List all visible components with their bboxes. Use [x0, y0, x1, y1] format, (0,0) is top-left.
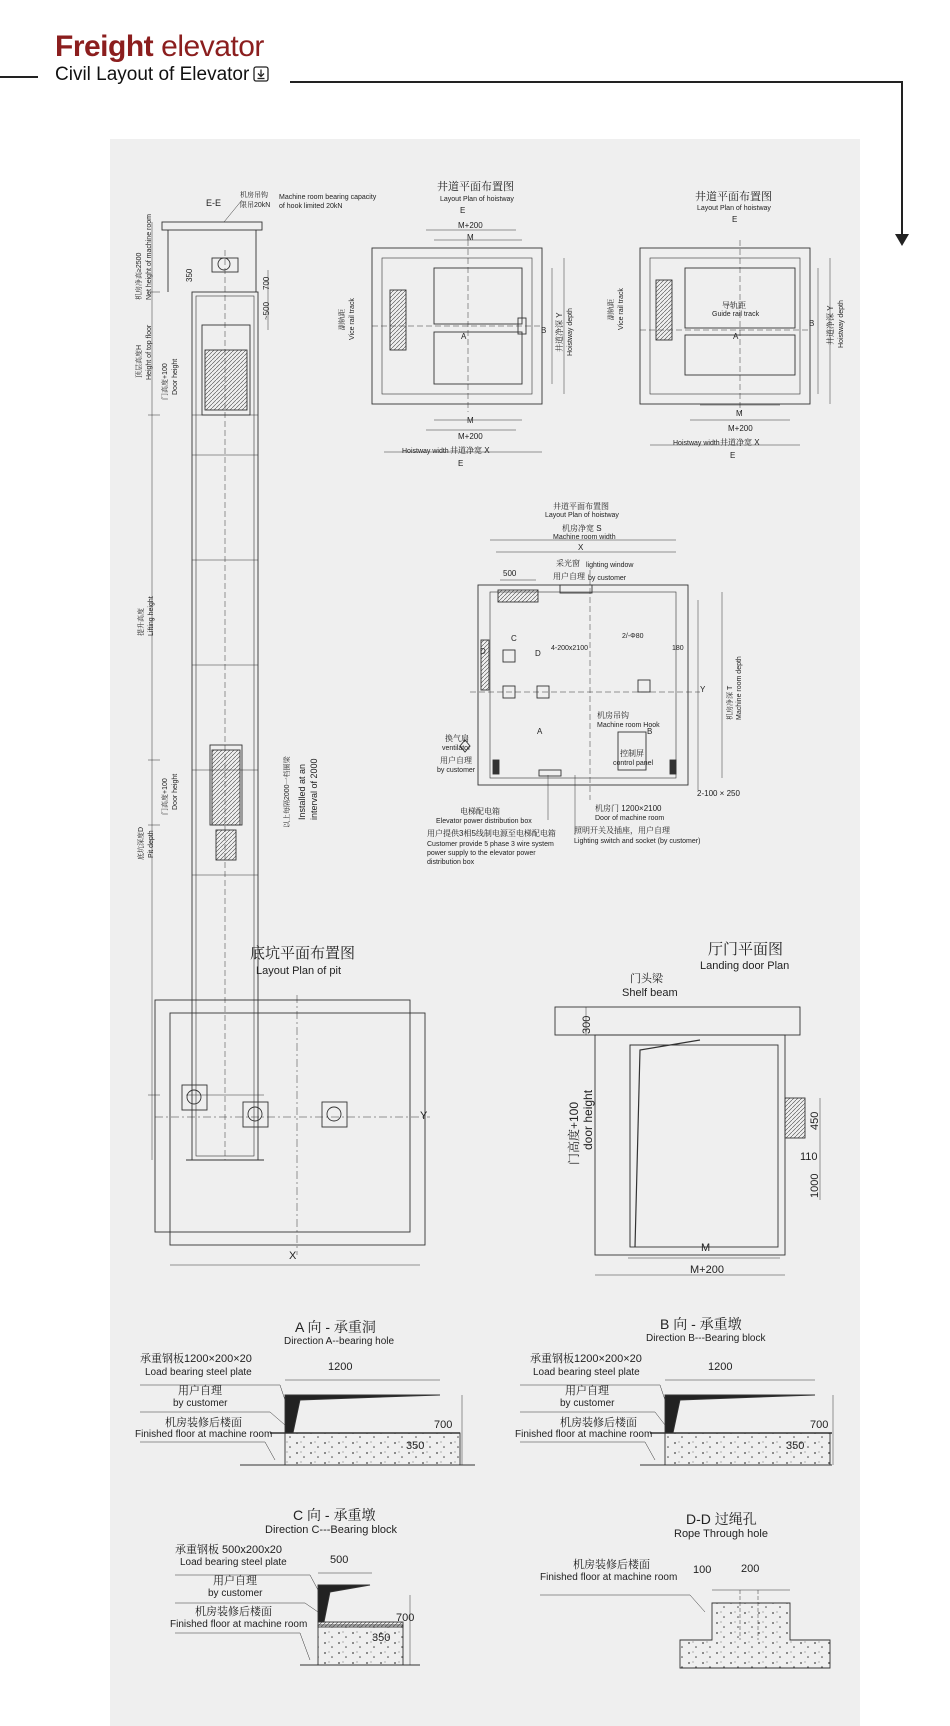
mr-width-en: Machine room width	[553, 534, 616, 541]
hl-b: B	[541, 326, 547, 335]
ld-d110: 110	[800, 1151, 818, 1163]
db-title-cn: B 向 - 承重墩	[660, 1316, 742, 1332]
dc-title-cn: C 向 - 承重墩	[293, 1507, 376, 1523]
ld-d1000: 1000	[809, 1173, 821, 1198]
da-title-en: Direction A--bearing hole	[284, 1336, 395, 1347]
pit-y: Y	[420, 1110, 428, 1122]
hr-m: M	[736, 409, 743, 418]
ee-net-height-cn: 机房净高≥2500	[136, 252, 143, 300]
hr-vice-en: Vice rail track	[618, 288, 625, 330]
db-title-en: Direction B---Bearing block	[646, 1333, 766, 1344]
ee-interval-cn: 以上每隔2000一档圈梁	[284, 756, 291, 828]
ld-m200: M+200	[690, 1264, 724, 1276]
hl-m200-top: M+200	[458, 221, 483, 230]
dc-plate-en: Load bearing steel plate	[180, 1557, 287, 1568]
da-by-en: by customer	[173, 1398, 228, 1409]
hr-guide-en: Guide rail track	[712, 311, 760, 318]
ee-door-height-cn: 门高度+100	[162, 363, 169, 400]
ld-beam-cn: 门头梁	[630, 973, 663, 985]
page-subtitle: Civil Layout of Elevator	[55, 64, 250, 85]
db-floor-en: Finished floor at machine room	[515, 1429, 653, 1440]
mr-panel-cn: 控制屏	[620, 749, 644, 758]
mr-c: C	[511, 634, 517, 643]
hl-depth-cn: 井道净深 Y	[555, 312, 564, 352]
ld-d450: 450	[809, 1111, 821, 1130]
pit-x: X	[289, 1250, 297, 1262]
dc-d350: 350	[372, 1632, 391, 1644]
ee-door-height-en-2: Door height	[172, 773, 179, 810]
mr-d-right: D	[535, 649, 541, 658]
mr-window-cn: 采光窗	[556, 559, 580, 568]
db-d700: 700	[810, 1419, 829, 1431]
mr-vent-by-en: by customer	[437, 767, 476, 774]
db-d1200: 1200	[708, 1361, 733, 1373]
da-title-cn: A 向 - 承重洞	[295, 1319, 376, 1335]
hl-e-top: E	[460, 206, 466, 215]
hl-vice-en: Vice rail track	[349, 298, 356, 340]
hr-title-en: Layout Plan of hoistway	[697, 205, 771, 212]
hl-width-en: Hoistway width	[402, 448, 449, 455]
ee-pit-en: Pit depth	[148, 830, 155, 858]
hr-depth-cn: 井道净深 Y	[826, 305, 835, 345]
hl-e-bottom: E	[458, 459, 464, 468]
hl-m200-bottom: M+200	[458, 432, 483, 441]
dc-by-cn: 用户自理	[213, 1575, 257, 1587]
hr-a: A	[733, 332, 739, 341]
hr-width-cn: 井道净宽 X	[720, 438, 760, 447]
dc-d500: 500	[330, 1554, 349, 1566]
hl-width-cn: 井道净宽 X	[450, 446, 490, 455]
ee-pit-cn: 底坑深度D	[138, 826, 145, 860]
title-rest: elevator	[161, 30, 264, 63]
mr-x: X	[578, 543, 584, 552]
ee-top-floor-en: Height of top floor	[146, 324, 153, 380]
detail-d	[540, 1590, 830, 1668]
mr-b: B	[647, 727, 653, 736]
mr-light-cn: 照明开关及插座，用户自理	[574, 826, 670, 835]
hl-depth-en: Hoistway depth	[567, 308, 574, 356]
dc-plate-cn: 承重钢板 500x200x20	[175, 1544, 282, 1556]
mr-window-by-cn: 用户自理	[553, 572, 585, 581]
hl-a: A	[461, 332, 467, 341]
hl-title-en: Layout Plan of hoistway	[440, 196, 514, 203]
mr-depth-cn: 机房净深 T	[727, 685, 734, 720]
ee-label: E-E	[206, 198, 222, 208]
hr-e-bottom: E	[730, 451, 736, 460]
ee-interval-en1: Installed at an	[297, 763, 307, 820]
dd-floor-en: Finished floor at machine room	[540, 1572, 678, 1583]
mr-hole-spec: 4-200x2100	[551, 645, 588, 652]
ld-beam-en: Shelf beam	[622, 987, 678, 999]
ld-title-cn: 厅门平面图	[708, 941, 784, 958]
db-plate-en: Load bearing steel plate	[533, 1367, 640, 1378]
ee-dim-700: 700	[262, 276, 271, 290]
mr-supply-en1: Customer provide 5 phase 3 wire system	[427, 841, 554, 848]
ee-door-height-cn-2: 门高度+100	[162, 778, 169, 815]
hr-width-en: Hoistway width	[673, 440, 720, 447]
mr-title-en: Layout Plan of hoistway	[545, 512, 619, 519]
mr-d180: 180	[672, 645, 684, 652]
ee-hook-en: Machine room bearing capacity	[279, 194, 377, 201]
mr-width-cn: 机房净宽 S	[562, 524, 602, 533]
hl-vice-cn: 副轨距	[339, 309, 346, 330]
title-bold: Freight	[55, 30, 154, 63]
dc-floor-en: Finished floor at machine room	[170, 1619, 308, 1630]
hr-e-top: E	[732, 215, 738, 224]
mr-supply-en2: power supply to the elevator power	[427, 850, 536, 857]
dd-floor-cn: 机房装修后楼面	[573, 1559, 650, 1571]
mr-window-en: lighting window	[586, 562, 634, 569]
db-floor-cn: 机房装修后楼面	[560, 1417, 637, 1429]
da-by-cn: 用户自理	[178, 1385, 222, 1397]
db-d350: 350	[786, 1440, 805, 1452]
da-plate-en: Load bearing steel plate	[145, 1367, 252, 1378]
mr-window-by-en: by customer	[588, 575, 627, 582]
mr-door-cn: 机房门 1200×2100	[595, 804, 662, 813]
mr-vent-by-cn: 用户自理	[440, 756, 472, 765]
da-plate-cn: 承重钢板1200×200×20	[140, 1353, 252, 1365]
mr-vent-cn: 换气扇	[445, 734, 469, 743]
mr-power-en: Elevator power distribution box	[436, 818, 532, 825]
ee-lifting-cn: 提升高度	[138, 608, 145, 636]
ee-interval-en2: interval of 2000	[309, 758, 319, 820]
machine-room-plan	[460, 540, 722, 835]
ee-top-floor-cn: 顶层高度H	[136, 344, 143, 378]
mr-depth-en: Machine room depth	[736, 656, 743, 720]
pit-title-en: Layout Plan of pit	[256, 965, 342, 977]
ld-door-en: door height	[581, 1089, 595, 1150]
mr-vent-en: ventilator	[442, 745, 471, 752]
db-plate-cn: 承重钢板1200×200×20	[530, 1353, 642, 1365]
mr-light-en: Lighting switch and socket (by customer)	[574, 838, 701, 845]
ee-dim-500: ~500	[262, 301, 271, 320]
hr-vice-cn: 副轨距	[608, 299, 615, 320]
mr-corner: 2-100 × 250	[697, 789, 740, 798]
hr-m200: M+200	[728, 424, 753, 433]
ee-hook-cn: 机房吊钩	[240, 192, 268, 199]
ee-lifting-en: Lifting height	[148, 596, 155, 636]
dc-by-en: by customer	[208, 1588, 263, 1599]
hl-title-cn: 井道平面布置图	[437, 181, 514, 193]
hr-b: B	[809, 319, 815, 328]
mr-d-left: D	[480, 647, 486, 656]
dd-d100: 100	[693, 1564, 712, 1576]
ld-title-en: Landing door Plan	[700, 960, 790, 972]
da-d700: 700	[434, 1419, 453, 1431]
hr-depth-en: Hoistway depth	[838, 300, 845, 348]
dd-title-cn: D-D 过绳孔	[686, 1511, 757, 1527]
mr-dim-500: 500	[503, 569, 517, 578]
ld-door-cn: 门高度+100	[567, 1101, 581, 1165]
mr-y: Y	[700, 685, 706, 694]
hoistway-plan-right	[640, 240, 830, 445]
dd-title-en: Rope Through hole	[674, 1528, 768, 1540]
ee-hook-cn2: 限吊20kN	[240, 202, 271, 209]
hr-title-cn: 井道平面布置图	[695, 191, 772, 203]
ee-hook-en2: of hook limited 20kN	[279, 203, 343, 210]
mr-hook-cn: 机房吊钩	[597, 711, 629, 720]
pit-title-cn: 底坑平面布置图	[250, 945, 356, 962]
ld-d300: 300	[581, 1015, 593, 1034]
da-d350: 350	[406, 1440, 425, 1452]
dd-d200: 200	[741, 1563, 760, 1575]
section-ee	[148, 200, 271, 1160]
ee-door-height-en: Door height	[172, 358, 179, 395]
ee-dim-350: 350	[185, 268, 194, 282]
da-floor-cn: 机房装修后楼面	[165, 1417, 242, 1429]
mr-supply-en3: distribution box	[427, 859, 475, 866]
da-floor-en: Finished floor at machine room	[135, 1429, 273, 1440]
db-by-en: by customer	[560, 1398, 615, 1409]
ld-m: M	[701, 1242, 711, 1254]
mr-hook-en: Machine room Hook	[597, 722, 660, 729]
mr-title-cn: 井道平面布置图	[553, 502, 609, 511]
da-d1200: 1200	[328, 1361, 353, 1373]
db-by-cn: 用户自理	[565, 1385, 609, 1397]
mr-panel-en: control panel	[613, 760, 654, 767]
ee-net-height-en: Net height of machine room	[146, 214, 153, 300]
mr-a: A	[537, 727, 543, 736]
mr-supply-cn: 用户提供3相5线制电源至电梯配电箱	[427, 829, 556, 838]
dc-d700: 700	[396, 1612, 415, 1624]
mr-power-cn: 电梯配电箱	[460, 807, 500, 816]
hr-guide-cn: 导轨距	[722, 301, 746, 310]
dc-floor-cn: 机房装修后楼面	[195, 1606, 272, 1618]
hl-m-bottom: M	[467, 416, 474, 425]
mr-phi: 2/-Φ80	[622, 633, 644, 640]
mr-door-en: Door of machine room	[595, 815, 665, 822]
dc-title-en: Direction C---Bearing block	[265, 1524, 398, 1536]
hl-m-top: M	[467, 233, 474, 242]
